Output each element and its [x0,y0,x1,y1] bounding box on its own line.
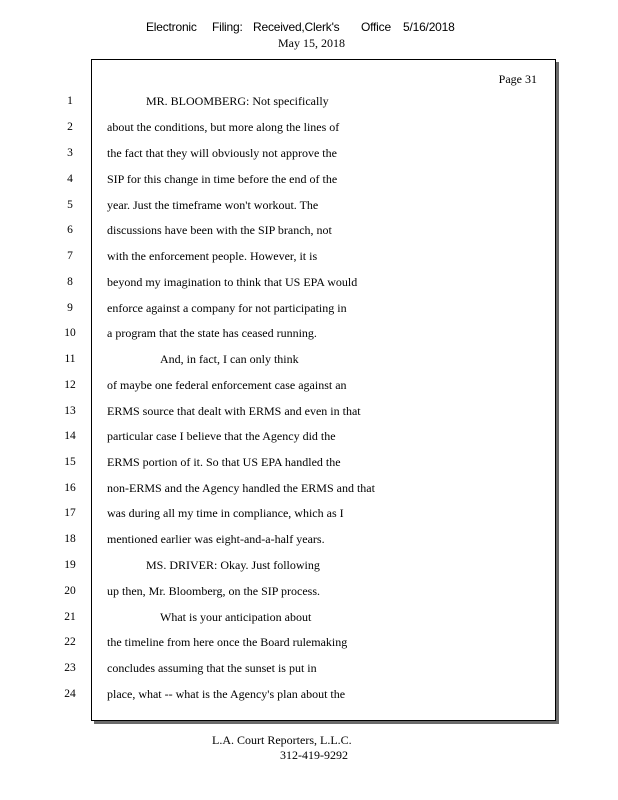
line-text: place, what -- what is the Agency's plan about the [107,687,346,701]
transcript-line [0,685,618,703]
transcript-line [0,582,618,600]
transcript-line [0,221,618,239]
filing-stamp-electronic: Electronic [146,20,197,34]
line-text: about the conditions, but more along the lines of [107,120,340,134]
line-text: ERMS portion of it. So that US EPA handled the [107,455,341,469]
line-number: 24 [64,688,76,700]
line-text: beyond my imagination to think that US EPA would [107,275,358,289]
transcript-line [0,273,618,291]
line-text: mentioned earlier was eight-and-a-half years. [107,532,325,546]
transcript-line [0,479,618,497]
transcript-line [0,453,618,471]
filing-stamp-office: Office [361,20,391,34]
transcript-line [0,633,618,651]
line-number: 10 [64,327,76,339]
footer-reporter-name: L.A. Court Reporters, L.L.C. [212,733,352,747]
line-text: concludes assuming that the sunset is put in [107,661,317,675]
line-text: was during all my time in compliance, which as I [107,506,344,520]
line-text: What is your anticipation about [160,610,312,624]
line-text: the timeline from here once the Board rulemaking [107,635,348,649]
line-number: 7 [67,250,73,262]
line-text: ERMS source that dealt with ERMS and even in that [107,404,361,418]
filing-stamp-date: 5/16/2018 [403,20,455,34]
line-text: a program that the state has ceased running. [107,326,317,340]
transcript-line [0,92,618,110]
line-number: 13 [64,405,76,417]
line-number: 23 [64,662,76,674]
filing-stamp-filing: Filing: [212,20,243,34]
hearing-date: May 15, 2018 [278,36,345,50]
line-number: 2 [67,121,73,133]
line-number: 17 [64,507,76,519]
line-text: MR. BLOOMBERG: Not specifically [146,94,329,108]
line-number: 12 [64,379,76,391]
line-number: 20 [64,585,76,597]
line-number: 16 [64,482,76,494]
transcript-line [0,324,618,342]
transcript-line [0,247,618,265]
transcript-line [0,170,618,188]
line-number: 5 [67,199,73,211]
line-number: 18 [64,533,76,545]
line-text: And, in fact, I can only think [160,352,299,366]
transcript-line [0,299,618,317]
line-text: the fact that they will obviously not approve the [107,146,337,160]
line-number: 1 [67,95,73,107]
line-number: 11 [64,353,76,365]
line-text: particular case I believe that the Agency did the [107,429,336,443]
line-number: 6 [67,224,73,236]
line-text: discussions have been with the SIP branch, not [107,223,332,237]
filing-stamp-received: Received,Clerk's [253,20,340,34]
transcript-line [0,427,618,445]
transcript-line [0,504,618,522]
transcript-line [0,118,618,136]
page-number: Page 31 [498,72,537,86]
line-text: enforce against a company for not participating in [107,301,347,315]
filing-stamp [146,20,455,34]
line-number: 21 [64,611,76,623]
line-text: of maybe one federal enforcement case against an [107,378,347,392]
line-text: non-ERMS and the Agency handled the ERMS and that [107,481,375,495]
transcript-line [0,608,618,626]
transcript-line [0,402,618,420]
line-number: 14 [64,430,76,442]
transcript-line [0,196,618,214]
line-text: with the enforcement people. However, it is [107,249,318,263]
line-text: up then, Mr. Bloomberg, on the SIP process. [107,584,320,598]
transcript-line [0,659,618,677]
line-text: year. Just the timeframe won't workout. The [107,198,319,212]
line-text: MS. DRIVER: Okay. Just following [146,558,320,572]
transcript-line [0,530,618,548]
line-number: 15 [64,456,76,468]
line-number: 3 [67,147,73,159]
line-number: 19 [64,559,76,571]
transcript-line [0,556,618,574]
line-number: 4 [67,173,73,185]
line-number: 22 [64,636,76,648]
transcript-line [0,144,618,162]
footer-phone-number: 312-419-9292 [280,748,348,762]
transcript-line [0,376,618,394]
line-text: SIP for this change in time before the end of the [107,172,338,186]
transcript-line [0,350,618,368]
line-number: 9 [67,302,73,314]
line-number: 8 [67,276,73,288]
